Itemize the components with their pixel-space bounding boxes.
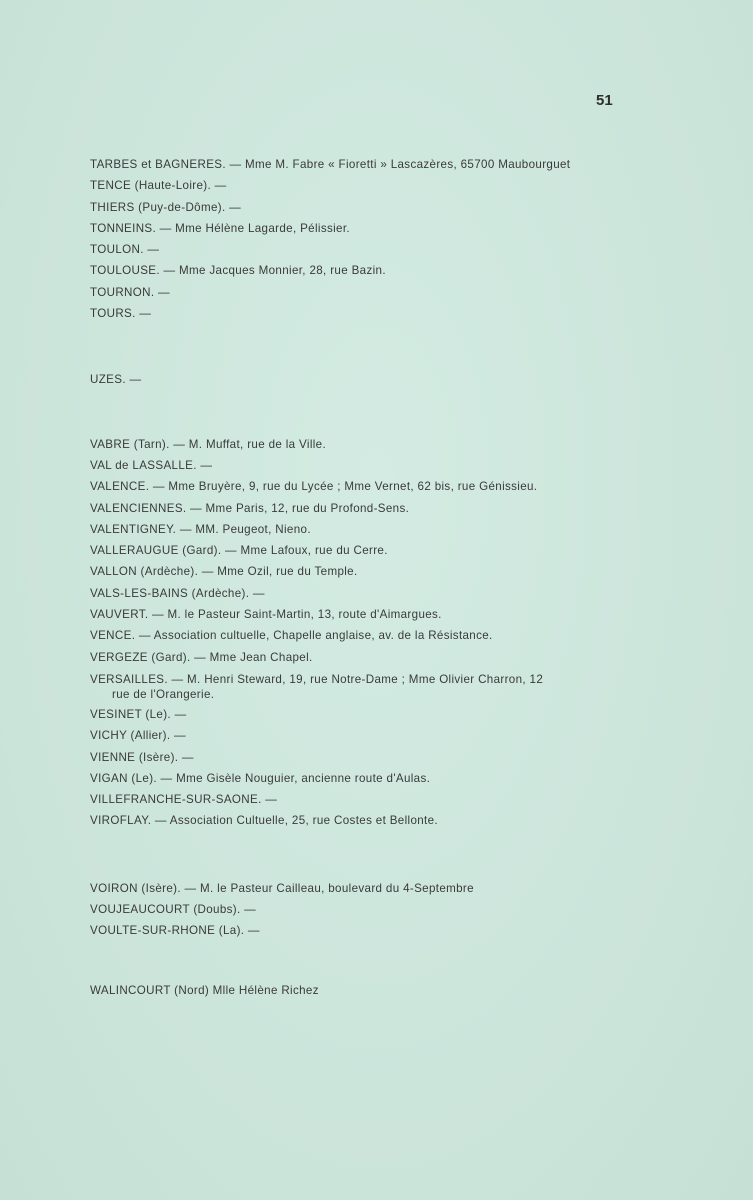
entry-viroflay: VIROFLAY. — Association Cultuelle, 25, rue Costes et Bellonte. [90,814,438,828]
entry-versailles [90,668,620,704]
entry-walincourt: WALINCOURT (Nord) Mlle Hélène Richez [90,983,319,997]
entry-voiron: VOIRON (Isère). — M. le Pasteur Cailleau, boulevard du 4-Septembre [90,881,474,895]
entry-toulouse: TOULOUSE. — Mme Jacques Monnier, 28, rue Bazin. [90,264,386,278]
page-number: 51 [596,92,613,109]
group-vo [90,878,620,942]
entry-tarbes: TARBES et BAGNERES. — Mme M. Fabre « Fioretti » Lascazères, 65700 Maubourguet [90,158,571,171]
entry-vigan: VIGAN (Le). — Mme Gisèle Nouguier, ancienne route d'Aulas. [90,771,431,785]
entry-vabre: VABRE (Tarn). — M. Muffat, rue de la Ville. [90,437,327,451]
entry-thiers: THIERS (Puy-de-Dôme). — [90,200,242,214]
entry-versailles-line1: VERSAILLES. — M. Henri Steward, 19, rue Notre-Dame ; Mme Olivier Charron, 12 [90,672,544,686]
entry-valence: VALENCE. — Mme Bruyère, 9, rue du Lycée ; Mme Vernet, 62 bis, rue Génissieu. [90,480,538,494]
entry-tours: TOURS. — [90,307,152,321]
entry-vals-les-bains: VALS-LES-BAINS (Ardèche). — [90,586,265,600]
entry-toulon: TOULON. — [90,243,160,257]
entry-voulte-sur-rhone: VOULTE-SUR-RHONE (La). — [90,924,260,938]
entry-valentigney: VALENTIGNEY. — MM. Peugeot, Nieno. [90,522,311,536]
entry-villefranche: VILLEFRANCHE-SUR-SAONE. — [90,793,278,807]
entry-vence: VENCE. — Association cultuelle, Chapelle anglaise, av. de la Résistance. [90,629,493,643]
entry-uzes: UZES. — [90,373,142,387]
entry-versailles-line2: rue de l'Orangerie. [112,687,215,701]
group-u [90,369,620,390]
entry-vienne: VIENNE (Isère). — [90,750,194,764]
entry-val-de-lassalle: VAL de LASSALLE. — [90,458,213,472]
entry-voujeaucourt: VOUJEAUCOURT (Doubs). — [90,903,257,917]
entry-valenciennes: VALENCIENNES. — Mme Paris, 12, rue du Profond-Sens. [90,501,410,515]
entry-tence: TENCE (Haute-Loire). — [90,179,227,193]
entry-vallon: VALLON (Ardèche). — Mme Ozil, rue du Temple. [90,565,358,579]
directory-listing [90,154,620,1001]
group-w [90,980,620,1001]
entry-tournon: TOURNON. — [90,285,170,299]
group-v [90,434,620,832]
entry-tonneins: TONNEINS. — Mme Hélène Lagarde, Pélissier. [90,221,350,235]
entry-vauvert: VAUVERT. — M. le Pasteur Saint-Martin, 13, route d'Aimargues. [90,608,442,622]
entry-vichy: VICHY (Allier). — [90,729,186,743]
entry-vesinet: VESINET (Le). — [90,707,187,721]
entry-vergeze: VERGEZE (Gard). — Mme Jean Chapel. [90,650,313,664]
entry-valleraugue: VALLERAUGUE (Gard). — Mme Lafoux, rue du Cerre. [90,544,388,558]
group-t [90,154,620,324]
